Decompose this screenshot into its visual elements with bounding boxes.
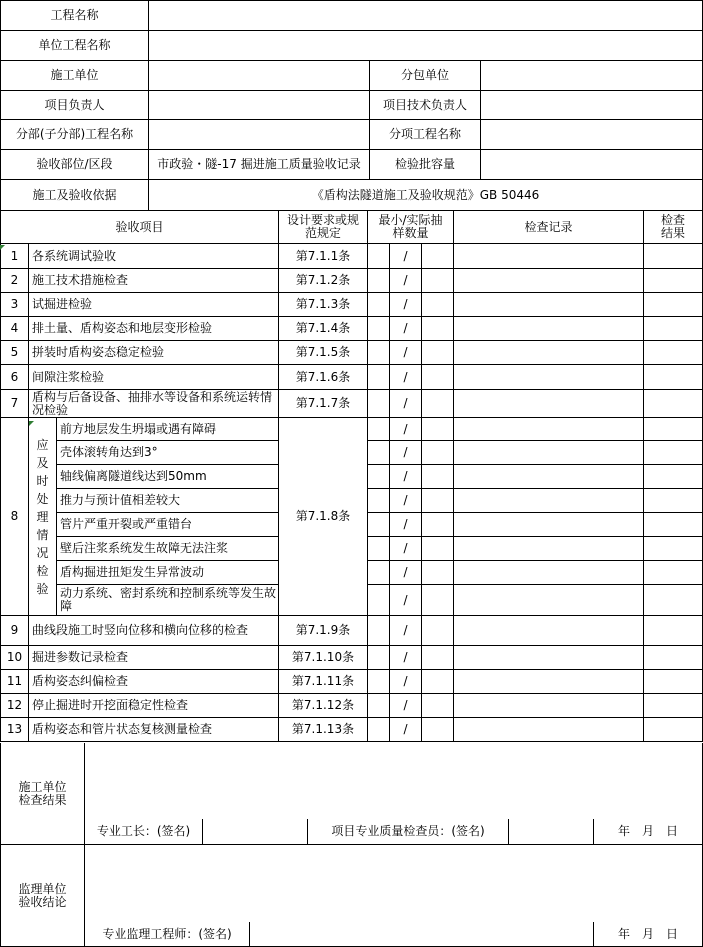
check-result-cell[interactable]: [644, 489, 703, 513]
item-name: 各系统调试验收: [29, 244, 279, 269]
sample-min-cell[interactable]: [368, 269, 390, 293]
sample-slash: /: [390, 670, 422, 694]
sample-min-cell[interactable]: [368, 718, 390, 742]
contractor-date: 年 月 日: [594, 819, 703, 845]
batch-label: 检验批容量: [370, 150, 481, 180]
group-label-char: 情: [36, 527, 49, 542]
sub-item-name: 推力与预计值相差较大: [57, 489, 279, 513]
check-record-cell[interactable]: [454, 616, 644, 646]
sample-actual-cell[interactable]: [422, 561, 454, 585]
group-label-char: 理: [36, 509, 49, 524]
sample-min-cell[interactable]: [368, 513, 390, 537]
col-result-header: 检查结果: [644, 211, 703, 244]
subitem-label: 分项工程名称: [370, 120, 481, 150]
item-spec: 第7.1.2条: [279, 269, 368, 293]
sample-slash: /: [390, 317, 422, 341]
record-title: 市政验・隧-17 掘进施工质量验收记录: [149, 150, 370, 180]
sample-min-cell[interactable]: [368, 441, 390, 465]
col-record-header: 检查记录: [454, 211, 644, 244]
item-spec: 第7.1.9条: [279, 616, 368, 646]
check-result-cell[interactable]: [644, 418, 703, 441]
row-number: 10: [0, 646, 29, 670]
check-result-cell[interactable]: [644, 537, 703, 561]
check-result-cell[interactable]: [644, 390, 703, 418]
check-record-cell[interactable]: [454, 390, 644, 418]
check-result-cell[interactable]: [644, 616, 703, 646]
sample-actual-cell[interactable]: [422, 718, 454, 742]
contractor-result-area[interactable]: [85, 743, 703, 819]
sample-slash: /: [390, 585, 422, 616]
item-name: 盾构姿态纠偏检查: [29, 670, 279, 694]
check-result-cell[interactable]: [644, 718, 703, 742]
row-number: 5: [0, 341, 29, 365]
item-spec: 第7.1.6条: [279, 365, 368, 390]
item-name: 排土量、盾构姿态和地层变形检验: [29, 317, 279, 341]
sample-slash: /: [390, 341, 422, 365]
sample-actual-cell[interactable]: [422, 465, 454, 489]
check-record-cell[interactable]: [454, 694, 644, 718]
check-result-cell[interactable]: [644, 585, 703, 616]
sample-slash: /: [390, 365, 422, 390]
item-spec: 第7.1.3条: [279, 293, 368, 317]
sample-min-cell[interactable]: [368, 390, 390, 418]
sample-min-cell[interactable]: [368, 489, 390, 513]
sample-min-cell[interactable]: [368, 585, 390, 616]
sample-min-cell[interactable]: [368, 646, 390, 670]
row-number: 12: [0, 694, 29, 718]
subcontractor-label: 分包单位: [370, 61, 481, 91]
unit-project-field[interactable]: [149, 31, 703, 61]
foreman-sign-field[interactable]: [203, 819, 308, 845]
sample-slash: /: [390, 244, 422, 269]
supervisor-result-label: 监理单位验收结论: [0, 845, 85, 947]
group-label-char: 检: [36, 563, 49, 578]
sample-slash: /: [390, 537, 422, 561]
check-result-cell[interactable]: [644, 317, 703, 341]
check-record-cell[interactable]: [454, 269, 644, 293]
sample-min-cell[interactable]: [368, 244, 390, 269]
sample-slash: /: [390, 390, 422, 418]
sample-min-cell[interactable]: [368, 341, 390, 365]
group-label: [29, 418, 57, 616]
subcontractor-field[interactable]: [481, 61, 703, 91]
row-number: 4: [0, 317, 29, 341]
row-number: 6: [0, 365, 29, 390]
check-record-cell[interactable]: [454, 365, 644, 390]
group-label-char: 验: [36, 581, 49, 596]
sample-actual-cell[interactable]: [422, 390, 454, 418]
supervisor-sign-field[interactable]: [250, 922, 594, 947]
item-name: 间隙注浆检验: [29, 365, 279, 390]
sample-slash: /: [390, 561, 422, 585]
sample-actual-cell[interactable]: [422, 293, 454, 317]
supervisor-date: 年 月 日: [594, 922, 703, 947]
check-result-cell[interactable]: [644, 465, 703, 489]
group-label-char: 况: [36, 545, 49, 560]
sample-min-cell[interactable]: [368, 537, 390, 561]
check-record-cell[interactable]: [454, 244, 644, 269]
row-number: 7: [0, 390, 29, 418]
project-name-label: 工程名称: [0, 0, 149, 31]
group-label-char: 处: [36, 491, 49, 506]
check-record-cell[interactable]: [454, 646, 644, 670]
row-number: 1: [0, 244, 29, 269]
item-name: 停止掘进时开挖面稳定性检查: [29, 694, 279, 718]
group-label-char: 及: [36, 455, 49, 470]
item-name: 盾构与后备设备、抽排水等设备和系统运转情况检验: [29, 390, 279, 418]
sample-actual-cell[interactable]: [422, 646, 454, 670]
sample-slash: /: [390, 269, 422, 293]
supervisor-label: 专业监理工程师：(签名): [85, 922, 250, 947]
check-result-cell[interactable]: [644, 341, 703, 365]
subitem-field[interactable]: [481, 120, 703, 150]
sample-min-cell[interactable]: [368, 465, 390, 489]
sample-min-cell[interactable]: [368, 418, 390, 441]
item-spec: 第7.1.4条: [279, 317, 368, 341]
sample-slash: /: [390, 718, 422, 742]
location-label: 验收部位/区段: [0, 150, 149, 180]
sample-slash: /: [390, 694, 422, 718]
sample-slash: /: [390, 465, 422, 489]
sample-slash: /: [390, 646, 422, 670]
sub-item-name: 管片严重开裂或严重错台: [57, 513, 279, 537]
sample-slash: /: [390, 489, 422, 513]
row-number: 3: [0, 293, 29, 317]
check-result-cell[interactable]: [644, 646, 703, 670]
check-result-cell[interactable]: [644, 513, 703, 537]
item-spec: 第7.1.13条: [279, 718, 368, 742]
check-record-cell[interactable]: [454, 670, 644, 694]
check-record-cell[interactable]: [454, 341, 644, 365]
foreman-label: 专业工长：(签名): [85, 819, 203, 845]
check-result-cell[interactable]: [644, 694, 703, 718]
sample-actual-cell[interactable]: [422, 616, 454, 646]
row-number: 9: [0, 616, 29, 646]
check-result-cell[interactable]: [644, 561, 703, 585]
row-number: 11: [0, 670, 29, 694]
sample-actual-cell[interactable]: [422, 537, 454, 561]
check-result-cell[interactable]: [644, 244, 703, 269]
sample-min-cell[interactable]: [368, 365, 390, 390]
sub-item-name: 动力系统、密封系统和控制系统等发生故障: [57, 585, 279, 616]
sample-actual-cell[interactable]: [422, 341, 454, 365]
tech-manager-label: 项目技术负责人: [370, 91, 481, 120]
sample-slash: /: [390, 616, 422, 646]
sample-actual-cell[interactable]: [422, 365, 454, 390]
col-item-header: 验收项目: [0, 211, 279, 244]
item-spec: 第7.1.12条: [279, 694, 368, 718]
contractor-field[interactable]: [149, 61, 370, 91]
sample-min-cell[interactable]: [368, 293, 390, 317]
item-name: 掘进参数记录检查: [29, 646, 279, 670]
division-field[interactable]: [149, 120, 370, 150]
item-name: 曲线段施工时竖向位移和横向位移的检查: [29, 616, 279, 646]
supervisor-result-area[interactable]: [85, 845, 703, 922]
project-manager-field[interactable]: [149, 91, 370, 120]
tech-manager-field[interactable]: [481, 91, 703, 120]
sample-actual-cell[interactable]: [422, 317, 454, 341]
check-record-cell[interactable]: [454, 317, 644, 341]
check-record-cell[interactable]: [454, 465, 644, 489]
item-name: 试掘进检验: [29, 293, 279, 317]
sample-actual-cell[interactable]: [422, 513, 454, 537]
sample-actual-cell[interactable]: [422, 269, 454, 293]
item-spec: 第7.1.7条: [279, 390, 368, 418]
quality-inspector-sign-field[interactable]: [509, 819, 594, 845]
check-result-cell[interactable]: [644, 269, 703, 293]
col-spec-header: 设计要求或规范规定: [279, 211, 368, 244]
group-label-char: 时: [36, 473, 49, 488]
sub-item-name: 前方地层发生坍塌或遇有障碍: [57, 418, 279, 441]
item-spec: 第7.1.10条: [279, 646, 368, 670]
sample-actual-cell[interactable]: [422, 489, 454, 513]
division-label: 分部(子分部)工程名称: [0, 120, 149, 150]
sub-item-name: 壁后注浆系统发生故障无法注浆: [57, 537, 279, 561]
item-spec: 第7.1.8条: [279, 418, 368, 616]
sample-actual-cell[interactable]: [422, 418, 454, 441]
cell-marker-icon: [0, 245, 5, 250]
check-record-cell[interactable]: [454, 418, 644, 441]
sub-item-name: 壳体滚转角达到3°: [57, 441, 279, 465]
item-name: 施工技术措施检查: [29, 269, 279, 293]
sample-min-cell[interactable]: [368, 616, 390, 646]
quality-inspector-label: 项目专业质量检查员：(签名): [308, 819, 509, 845]
sample-slash: /: [390, 441, 422, 465]
check-record-cell[interactable]: [454, 441, 644, 465]
check-result-cell[interactable]: [644, 365, 703, 390]
group-label-char: 应: [36, 437, 49, 452]
sample-actual-cell[interactable]: [422, 670, 454, 694]
row-number: 2: [0, 269, 29, 293]
cell-marker-icon: [29, 421, 34, 426]
sub-item-name: 轴线偏离隧道线达到50mm: [57, 465, 279, 489]
item-spec: 第7.1.1条: [279, 244, 368, 269]
check-record-cell[interactable]: [454, 561, 644, 585]
sample-slash: /: [390, 513, 422, 537]
sample-actual-cell[interactable]: [422, 441, 454, 465]
basis-label: 施工及验收依据: [0, 180, 149, 211]
project-manager-label: 项目负责人: [0, 91, 149, 120]
sample-min-cell[interactable]: [368, 670, 390, 694]
check-result-cell[interactable]: [644, 670, 703, 694]
sample-actual-cell[interactable]: [422, 244, 454, 269]
check-record-cell[interactable]: [454, 293, 644, 317]
contractor-result-label: 施工单位检查结果: [0, 743, 85, 845]
sub-item-name: 盾构掘进扭矩发生异常波动: [57, 561, 279, 585]
check-record-cell[interactable]: [454, 513, 644, 537]
row-number: 8: [0, 418, 29, 616]
basis-value: 《盾构法隧道施工及验收规范》GB 50446: [149, 180, 703, 211]
item-name: 拼装时盾构姿态稳定检验: [29, 341, 279, 365]
item-spec: 第7.1.5条: [279, 341, 368, 365]
sample-min-cell[interactable]: [368, 317, 390, 341]
item-spec: 第7.1.11条: [279, 670, 368, 694]
sample-slash: /: [390, 418, 422, 441]
project-name-field[interactable]: [149, 0, 703, 31]
sample-min-cell[interactable]: [368, 561, 390, 585]
col-sample-header: 最小/实际抽样数量: [368, 211, 454, 244]
batch-field[interactable]: [481, 150, 703, 180]
check-record-cell[interactable]: [454, 489, 644, 513]
item-name: 盾构姿态和管片状态复核测量检查: [29, 718, 279, 742]
check-record-cell[interactable]: [454, 585, 644, 616]
contractor-label: 施工单位: [0, 61, 149, 91]
sample-actual-cell[interactable]: [422, 585, 454, 616]
sample-min-cell[interactable]: [368, 694, 390, 718]
check-record-cell[interactable]: [454, 537, 644, 561]
sample-slash: /: [390, 293, 422, 317]
check-result-cell[interactable]: [644, 293, 703, 317]
check-result-cell[interactable]: [644, 441, 703, 465]
sample-actual-cell[interactable]: [422, 694, 454, 718]
check-record-cell[interactable]: [454, 718, 644, 742]
row-number: 13: [0, 718, 29, 742]
unit-project-label: 单位工程名称: [0, 31, 149, 61]
